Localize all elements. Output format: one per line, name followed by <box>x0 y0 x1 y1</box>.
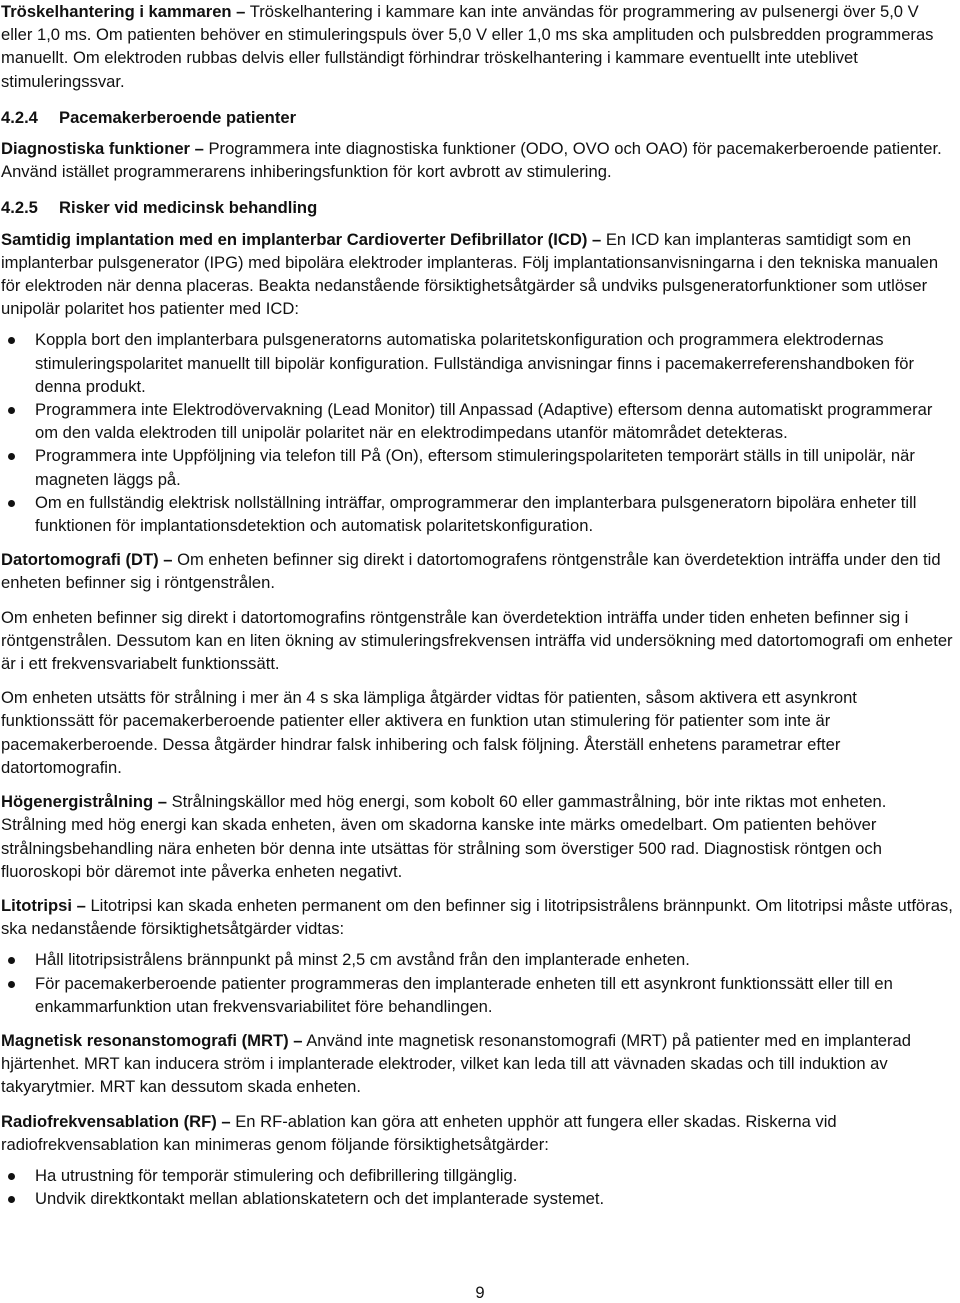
paragraph-text: Använd inte magnetisk resonanstomografi (MRT) på patienter med en implanterad hjärtenhet. MRT kan inducera ström i implanterade elektroder, vilket kan leda till att vävnaden skadas och till induktion av takyarytmier. MRT kan dessutom skada enheten. <box>1 1030 911 1097</box>
list-item <box>1 444 953 490</box>
paragraph-text: Tröskelhantering i kammare kan inte användas för programmering av pulsenergi över 5,0 V eller 1,0 ms. Om patienten behöver en stimuleringspuls över 5,0 V eller 1,0 ms ska amplituden och pulsbredden programmeras manuellt. Om elektroden rubbas delvis eller fullständigt förhindrar tröskelhantering i kammare eventuellt inte uteblivet stimuleringssvar. <box>1 2 934 91</box>
paragraph-lithotripsy <box>1 894 953 940</box>
section-title: Risker vid medicinsk behandling <box>59 198 318 218</box>
paragraph-ct-oversensing <box>1 606 953 676</box>
paragraph-icd-implantation <box>1 228 953 321</box>
section-heading-4-2-4 <box>1 106 953 129</box>
list-item <box>1 948 953 971</box>
list-item <box>1 398 953 444</box>
bullet-icon <box>8 453 15 460</box>
list-item-text: Koppla bort den implanterbara pulsgeneratorns automatiska polaritetskonfiguration och programmera elektrodernas stimuleringspolaritet manuellt till bipolär konfiguration. Fullständiga anvisningar finns i pacemakerreferenshandboken för denna produkt. <box>35 330 915 396</box>
list-item-text: Programmera inte Elektrodövervakning (Lead Monitor) till Anpassad (Adaptive) eftersom denna automatiskt programmerar om den valda elektroden till unipolär polaritet när en elektrodimpedans utanför mätområdet detekteras. <box>35 400 933 443</box>
paragraph-text: Om enheten befinner sig direkt i datortomografens röntgenstråle kan överdetektion inträffa under den tid enheten befinner sig i röntgenstrålen. <box>1 550 941 593</box>
paragraph-rf-ablation <box>1 1110 953 1156</box>
list-item <box>1 1187 953 1210</box>
paragraph-mri <box>1 1029 953 1099</box>
paragraph-text: Programmera inte diagnostiska funktioner (ODO, OVO och OAO) för pacemakerberoende patienter. Använd istället programmerarens inhiberingsfunktion för kort avbrott av stimulering. <box>1 139 942 182</box>
bullet-icon <box>8 1173 15 1180</box>
paragraph-text: Strålningskällor med hög energi, som kobolt 60 eller gammastrålning, bör inte riktas mot enheten. Strålning med hög energi kan skada enheten, även om skadorna kanske inte märks omedelbart. Om patienten behöver strålningsbehandling nära enheten bör denna inte utsättas för strålning som överstiger 500 rad. Diagnostisk röntgen och fluoroskopi bör däremot inte påverka enheten negativt. <box>1 792 887 881</box>
lead-term: Radiofrekvensablation (RF) – <box>1 1111 231 1131</box>
paragraph-diagnostic-functions <box>1 137 953 183</box>
icd-precautions-list <box>1 328 953 537</box>
bullet-icon <box>8 500 15 507</box>
paragraph-ct-radiation <box>1 686 953 779</box>
paragraph-text: En ICD kan implanteras samtidigt som en implanterbar pulsgenerator (IPG) med bipolära elektroder implanteras. Följ implantationsanvisningarna i den tekniska manualen för elektroden när denna placeras. Beakta nedanstående försiktighetsåtgärder så undviks pulsgeneratorfunktioner som utlöser unipolär polaritet hos patienter med ICD: <box>1 229 939 319</box>
lead-term: Tröskelhantering i kammaren – <box>1 2 246 21</box>
bullet-icon <box>8 957 15 964</box>
paragraph-text: Litotripsi kan skada enheten permanent om den befinner sig i litotripsistrålens brännpunkt. Om litotripsi måste utföras, ska nedanstående försiktighetsåtgärder vidtas: <box>1 895 953 939</box>
list-item <box>1 972 953 1018</box>
bullet-icon <box>8 981 15 988</box>
list-item-text: Ha utrustning för temporär stimulering och defibrillering tillgänglig. <box>35 1165 518 1185</box>
bullet-icon <box>8 407 15 414</box>
paragraph-threshold-management <box>1 0 953 93</box>
paragraph-text: En RF-ablation kan göra att enheten upphör att fungera eller skadas. Riskerna vid radiofrekvensablation kan minimeras genom följande försiktighetsåtgärder: <box>1 1111 837 1154</box>
rf-ablation-precautions-list <box>1 1164 953 1210</box>
bullet-icon <box>8 337 15 344</box>
list-item-text: Om en fullständig elektrisk nollställning inträffar, omprogrammerar den implanterbara pulsgeneratorn bipolära enheter till funktionen för implantationsdetektion och automatisk polaritetskonfiguration. <box>35 492 917 536</box>
lead-term: Magnetisk resonanstomografi (MRT) – <box>1 1030 303 1050</box>
paragraph-ct <box>1 548 953 594</box>
lead-term: Högenergistrålning – <box>1 792 167 812</box>
list-item-text: Håll litotripsistrålens brännpunkt på minst 2,5 cm avstånd från den implanterade enheten. <box>35 950 690 970</box>
lead-term: Samtidig implantation med en implanterbar Cardioverter Defibrillator (ICD) – <box>1 229 602 249</box>
lead-term: Diagnostiska funktioner – <box>1 139 204 159</box>
paragraph-text: Om enheten utsätts för strålning i mer än 4 s ska lämpliga åtgärder vidtas för patienten, såsom aktivera ett asynkront funktionssätt för pacemakerberoende patienter eller aktivera en funktion utan stimulering för patienter som inte är pacemakerberoende. Dessa åtgärder hindrar falsk inhibering och falsk följning. Återställ enhetens parametrar efter datortomografin. <box>1 688 857 777</box>
list-item-text: För pacemakerberoende patienter programmeras den implanterade enheten till ett asynkront funktionssätt eller till en enkammarfunktion utan frekvensvariabilitet före behandlingen. <box>35 973 893 1016</box>
lead-term: Litotripsi – <box>1 895 86 915</box>
page-number: 9 <box>475 1283 485 1302</box>
section-number: 4.2.4 <box>1 107 38 127</box>
section-number: 4.2.5 <box>1 198 38 218</box>
lithotripsy-precautions-list <box>1 948 953 1018</box>
list-item <box>1 491 953 537</box>
list-item <box>1 328 953 398</box>
list-item-text: Undvik direktkontakt mellan ablationskatetern och det implanterade systemet. <box>35 1189 605 1209</box>
bullet-icon <box>8 1196 15 1203</box>
list-item <box>1 1164 953 1187</box>
paragraph-high-energy-radiation <box>1 790 953 883</box>
list-item-text: Programmera inte Uppföljning via telefon till På (On), eftersom stimuleringspolariteten temporärt ställs in till unipolär, när magneten läggs på. <box>35 446 915 489</box>
section-title: Pacemakerberoende patienter <box>59 107 297 127</box>
lead-term: Datortomografi (DT) – <box>1 550 173 570</box>
paragraph-text: Om enheten befinner sig direkt i datortomografins röntgenstråle kan överdetektion inträffa under tiden enheten befinner sig i röntgenstrålen. Dessutom kan en liten ökning av stimuleringsfrekvensen inträffa vid undersökning med datortomografi om enheter är i ett frekvensvariabelt funktionssätt. <box>1 607 953 674</box>
section-heading-4-2-5 <box>1 196 953 219</box>
